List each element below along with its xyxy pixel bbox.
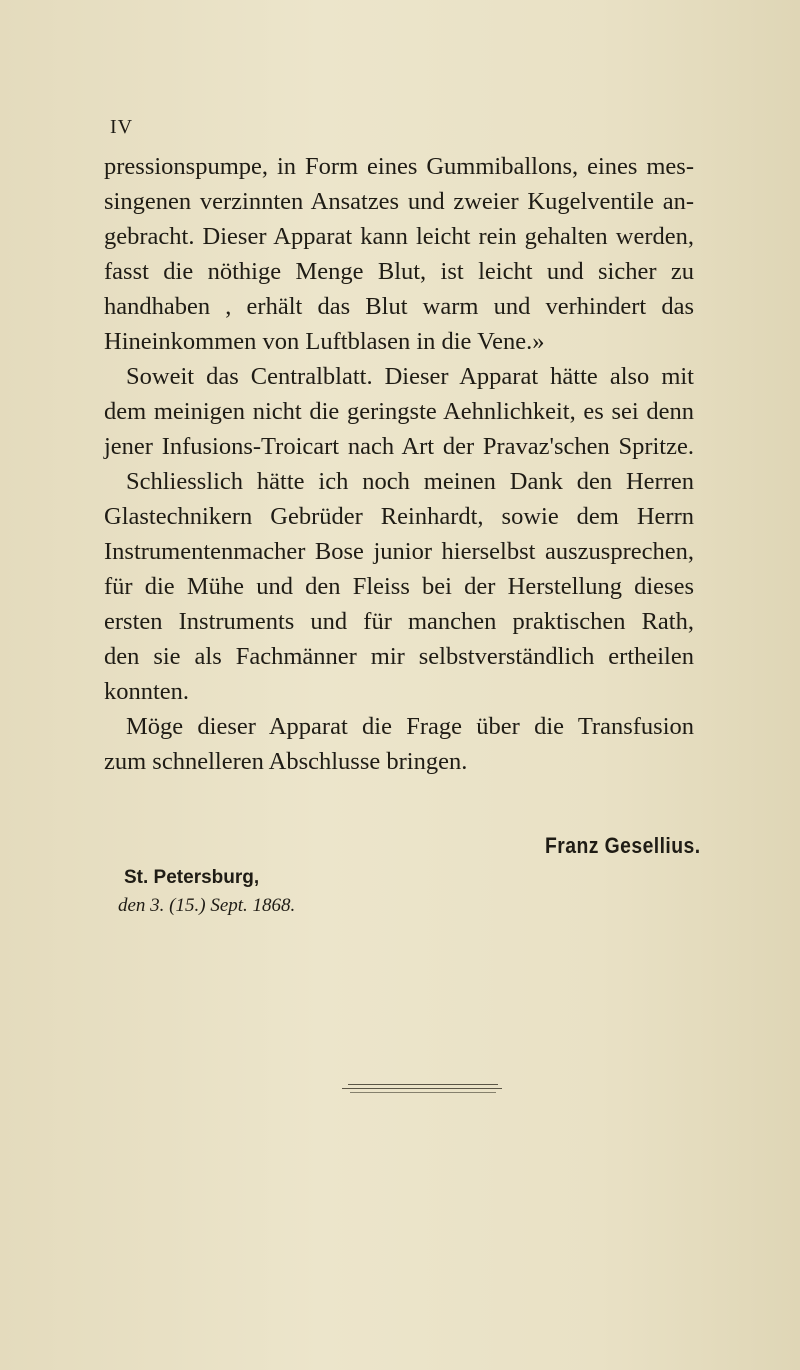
- text-line: Hineinkommen von Luftblasen in die Vene.»: [104, 328, 545, 355]
- end-rule: [350, 1092, 496, 1093]
- text-line: Soweit das Centralblatt. Dieser Apparat hätte also mit: [126, 363, 694, 390]
- text-line: Glastechnikern Gebrüder Reinhardt, sowie dem Herrn: [104, 503, 694, 530]
- text-line: zum schnelleren Abschlusse bringen.: [104, 748, 468, 775]
- text-line: singenen verzinnten Ansatzes und zweier Kugelventile an-: [104, 188, 694, 215]
- text-line: gebracht. Dieser Apparat kann leicht rein gehalten werden,: [104, 223, 694, 250]
- author-signature: Franz Gesellius.: [545, 833, 701, 858]
- text-line: jener Infusions-Troicart nach Art der Pravaz'schen Spritze.: [104, 433, 694, 460]
- text-line: konnten.: [104, 678, 190, 705]
- text-line: Instrumentenmacher Bose junior hierselbst auszusprechen,: [104, 538, 694, 565]
- body-text: [104, 149, 694, 779]
- text-line: ersten Instruments und für manchen praktischen Rath,: [104, 608, 694, 635]
- dateline-date: den 3. (15.) Sept. 1868.: [118, 895, 296, 916]
- text-line: dem meinigen nicht die geringste Aehnlichkeit, es sei denn: [104, 398, 694, 425]
- text-line: den sie als Fachmänner mir selbstverständlich ertheilen: [104, 643, 694, 670]
- page-number: IV: [110, 116, 134, 138]
- text-line: handhaben , erhält das Blut warm und verhindert das: [104, 293, 694, 320]
- text-line: für die Mühe und den Fleiss bei der Herstellung dieses: [104, 573, 694, 600]
- text-line: Schliesslich hätte ich noch meinen Dank den Herren: [126, 468, 694, 495]
- end-rule: [342, 1088, 502, 1089]
- text-line: pressionspumpe, in Form eines Gummiballons, eines mes-: [104, 153, 694, 180]
- dateline-place: St. Petersburg,: [124, 867, 260, 888]
- end-rule: [348, 1084, 498, 1085]
- text-line: Möge dieser Apparat die Frage über die Transfusion: [126, 713, 694, 740]
- text-line: fasst die nöthige Menge Blut, ist leicht und sicher zu: [104, 258, 694, 285]
